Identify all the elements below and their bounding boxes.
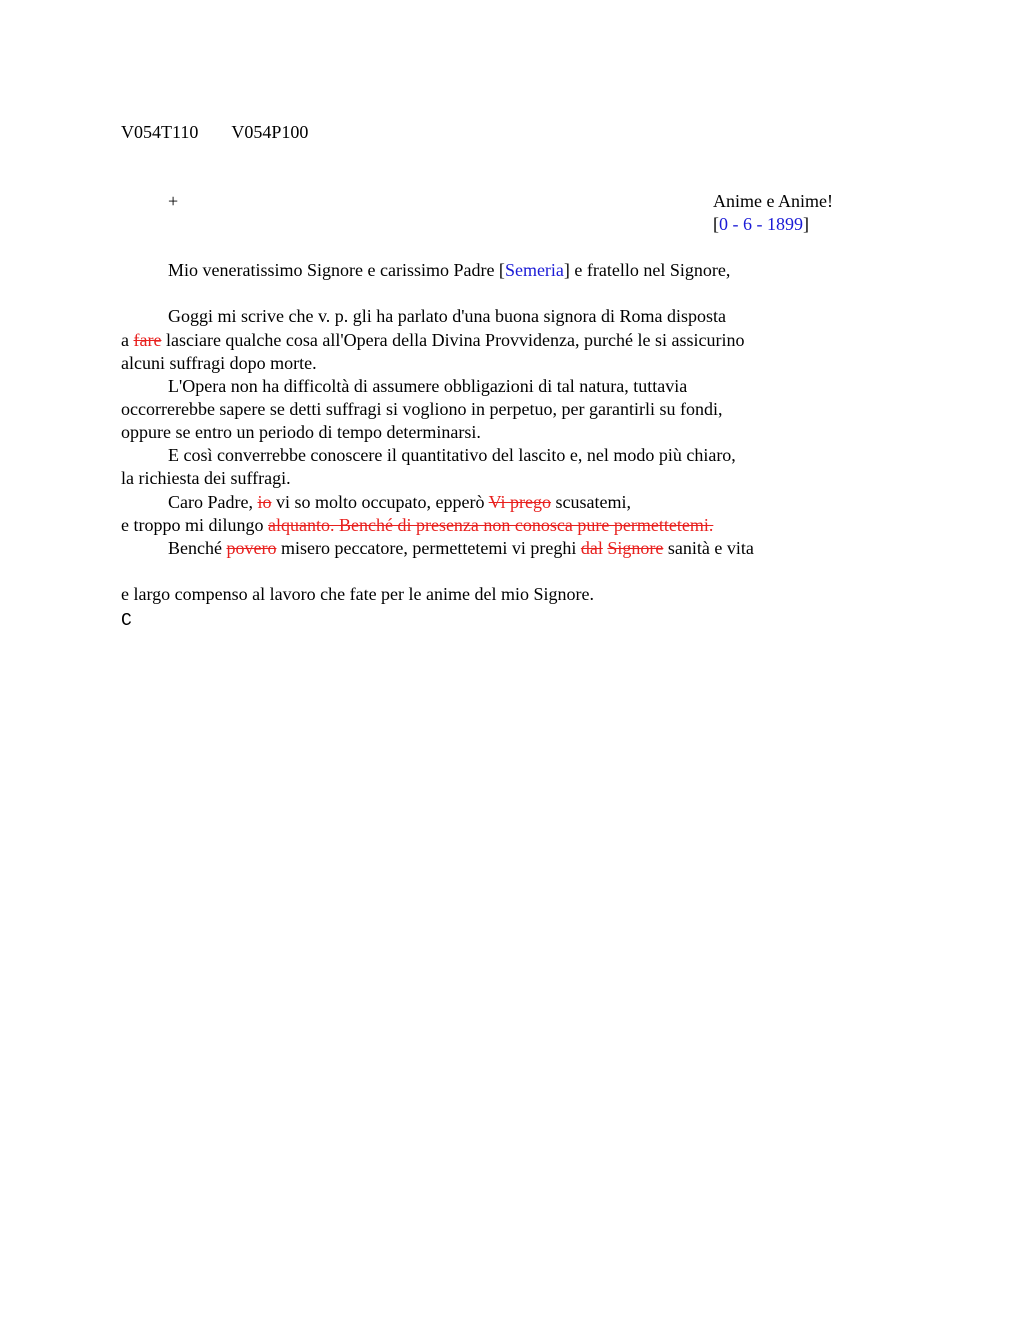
body-line: oppure se entro un periodo di tempo determinarsi. [121,422,481,442]
body-line: Caro Padre, io vi so molto occupato, epperò Vi prego scusatemi, [168,492,632,512]
body-line: Goggi mi scrive che v. p. gli ha parlato d'una buona signora di Roma disposta [168,306,726,326]
deleted-text: io [257,492,272,512]
body-line: alcuni suffragi dopo morte. [121,353,317,373]
deleted-text: povero [226,538,277,558]
body-line: e largo compenso al lavoro che fate per le anime del mio Signore. [121,584,595,604]
signature-mark: C [121,611,132,631]
body-line: E così converrebbe conoscere il quantitativo del lascito e, nel modo più chiaro, [168,445,736,465]
cross-symbol: + [168,191,179,211]
code-t: V054T110 [121,122,199,142]
deleted-text: fare [133,330,162,350]
body-line: a fare lasciare qualche cosa all'Opera della Divina Provvidenza, purché le si assicurino [121,330,745,350]
body-line: la richiesta dei suffragi. [121,468,291,488]
body-line: occorrerebbe sapere se detti suffragi si vogliono in perpetuo, per garantirli su fondi, [121,399,723,419]
body-line: Benché povero misero peccatore, permettetemi vi preghi dal Signore sanità e vita [168,538,754,558]
date-value: 0 - 6 - 1899 [719,214,803,234]
deleted-text: Vi prego [488,492,552,512]
header-codes [121,121,308,144]
body-line: e troppo mi dilungo alquanto. Benché di presenza non conosca pure permettetemi. [121,515,714,535]
recipient-name: Semeria [504,260,564,280]
letter-date: [0 - 6 - 1899] [713,214,809,234]
deleted-text: alquanto. Benché di presenza non conosca pure permettetemi. [268,515,714,535]
body-line: L'Opera non ha difficoltà di assumere obbligazioni di tal natura, tuttavia [168,376,688,396]
salutation: Mio veneratissimo Signore e carissimo Padre [Semeria] e fratello nel Signore, [168,260,731,280]
deleted-text: Signore [607,538,664,558]
motto: Anime e Anime! [713,191,833,211]
code-p: V054P100 [231,122,309,142]
deleted-text: dal [580,538,603,558]
